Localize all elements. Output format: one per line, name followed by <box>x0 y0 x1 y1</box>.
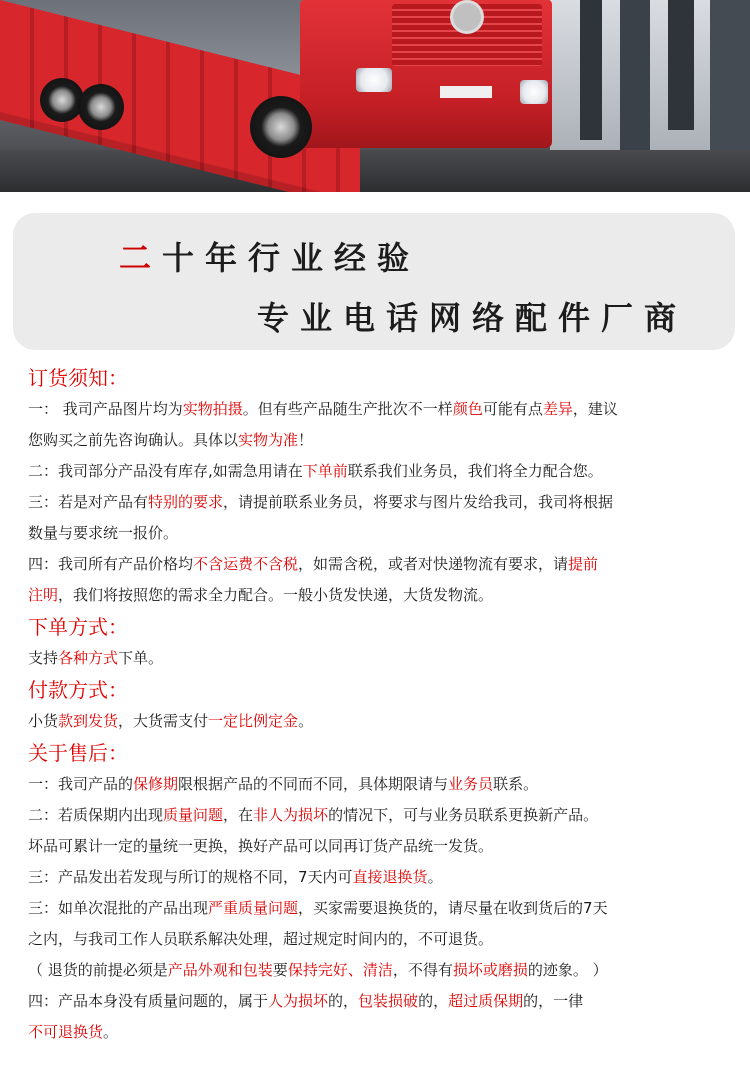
body-text: ，不得有 <box>392 961 453 979</box>
body-text: 可能有点 <box>482 400 543 418</box>
body-text: ，建议 <box>572 400 618 418</box>
body-text: 要 <box>272 961 288 979</box>
highlight-text: 超过质保期 <box>448 992 524 1010</box>
slogan-banner <box>13 213 735 350</box>
notice-line <box>28 769 740 800</box>
highlight-text: 实物拍摄 <box>182 400 243 418</box>
body-text: 的情况下，可与业务员联系更换新产品。 <box>328 806 599 824</box>
section <box>28 362 740 611</box>
body-text: 支持 <box>28 649 59 667</box>
highlight-text: 直接退换货 <box>352 868 428 886</box>
body-text: 联系。 <box>493 775 539 793</box>
headlight-left <box>356 68 392 92</box>
highlight-text: 提前 <box>568 555 599 573</box>
highlight-text: 颜色 <box>452 400 483 418</box>
truck-badge-icon <box>450 0 484 34</box>
highlight-text: 包装损破 <box>358 992 419 1010</box>
highlight-text: 一定比例定金 <box>208 712 299 730</box>
body-text: 三：产品发出若发现与所订的规格不同，7天内可 <box>28 868 353 886</box>
notice-line <box>28 487 740 518</box>
body-text: 一： 我司产品图片均为 <box>28 400 183 418</box>
notice-line <box>28 1017 740 1048</box>
hero-truck-image <box>0 0 750 192</box>
highlight-text: 实物为准 <box>238 431 299 449</box>
body-text: 的， <box>328 992 359 1010</box>
highlight-text: 各种方式 <box>58 649 119 667</box>
notice-line <box>28 580 740 611</box>
highlight-text: 差异 <box>542 400 573 418</box>
body-text: 小货 <box>28 712 59 730</box>
slogan-line-1: 二十年行业经验 <box>119 239 421 277</box>
notice-line <box>28 456 740 487</box>
notice-line <box>28 924 740 955</box>
body-text: 二：若质保期内出现 <box>28 806 164 824</box>
notice-line <box>28 549 740 580</box>
body-text: 二：我司部分产品没有库存,如需急用请在 <box>28 462 303 480</box>
body-text: 。但有些产品随生产批次不一样 <box>242 400 453 418</box>
body-text: （ 退货的前提必须是 <box>28 961 168 979</box>
notice-line <box>28 862 740 893</box>
body-text: ，大货需支付 <box>118 712 209 730</box>
body-text: 四：产品本身没有质量问题的，属于 <box>28 992 269 1010</box>
notice-content <box>28 362 740 1048</box>
body-text: 三：若是对产品有 <box>28 493 149 511</box>
body-text: ！ <box>298 431 314 449</box>
body-text: 三：如单次混批的产品出现 <box>28 899 209 917</box>
section-title: 付款方式： <box>28 678 128 702</box>
rear-wheel <box>78 84 124 130</box>
notice-line <box>28 706 740 737</box>
highlight-text: 人为损坏 <box>268 992 329 1010</box>
highlight-text: 款到发货 <box>58 712 119 730</box>
front-wheel <box>250 96 312 158</box>
body-text: 联系我们业务员，我们将全力配合您。 <box>347 462 603 480</box>
highlight-text: 保修期 <box>133 775 179 793</box>
notice-line <box>28 394 740 425</box>
notice-line <box>28 831 740 862</box>
notice-line <box>28 893 740 924</box>
section <box>28 674 740 737</box>
highlight-text: 特别的要求 <box>148 493 224 511</box>
highlight-text: 质量问题 <box>163 806 224 824</box>
headlight-right <box>520 80 548 104</box>
notice-line <box>28 643 740 674</box>
body-text: ，请提前联系业务员，将要求与图片发给我司，我司将根据 <box>223 493 614 511</box>
highlight-text: 不可退换货 <box>28 1023 104 1041</box>
notice-line <box>28 955 740 986</box>
slogan-line-2: 专业电话网络配件厂商 <box>257 299 688 337</box>
body-text: 。 <box>427 868 443 886</box>
body-text: 的， <box>418 992 449 1010</box>
highlight-text: 损坏或磨损 <box>452 961 528 979</box>
city-background <box>550 0 750 160</box>
body-text: ，在 <box>223 806 254 824</box>
body-text: ，买家需要退换货的，请尽量在收到货后的7天 <box>298 899 608 917</box>
highlight-text: 下单前 <box>302 462 348 480</box>
highlight-text: 业务员 <box>448 775 494 793</box>
body-text: ，如需含税，或者对快递物流有要求，请 <box>298 555 569 573</box>
notice-line <box>28 425 740 456</box>
rear-wheel <box>40 78 84 122</box>
road <box>0 150 750 192</box>
highlight-text: 非人为损坏 <box>253 806 329 824</box>
body-text: 的迹象。 ） <box>527 961 608 979</box>
body-text: 数量与要求统一报价。 <box>28 524 179 542</box>
body-text: 您购买之前先咨询确认。具体以 <box>28 431 239 449</box>
body-text: 坏品可累计一定的量统一更换，换好产品可以同再订货产品统一发货。 <box>28 837 494 855</box>
body-text: 。 <box>103 1023 119 1041</box>
highlight-text: 产品外观和包装 <box>167 961 273 979</box>
notice-line <box>28 800 740 831</box>
notice-line <box>28 518 740 549</box>
body-text: 限根据产品的不同而不同，具体期限请与 <box>178 775 449 793</box>
section-title: 下单方式： <box>28 615 128 639</box>
section <box>28 611 740 674</box>
body-text: 。 <box>298 712 314 730</box>
body-text: ，我们将按照您的需求全力配合。一般小货发快递，大货发物流。 <box>58 586 494 604</box>
section-title: 关于售后： <box>28 741 128 765</box>
body-text: 之内，与我司工作人员联系解决处理，超过规定时间内的，不可退货。 <box>28 930 494 948</box>
highlight-text: 不含运费不含税 <box>193 555 299 573</box>
body-text: 下单。 <box>118 649 164 667</box>
highlight-text: 保持完好、清洁 <box>287 961 393 979</box>
notice-line <box>28 986 740 1017</box>
highlight-text: 严重质量问题 <box>208 899 299 917</box>
body-text: 的，一律 <box>523 992 584 1010</box>
section-title: 订货须知： <box>28 366 128 390</box>
highlight-text: 注明 <box>28 586 59 604</box>
body-text: 一：我司产品的 <box>28 775 134 793</box>
license-plate <box>440 86 492 98</box>
section <box>28 737 740 1048</box>
body-text: 四：我司所有产品价格均 <box>28 555 194 573</box>
